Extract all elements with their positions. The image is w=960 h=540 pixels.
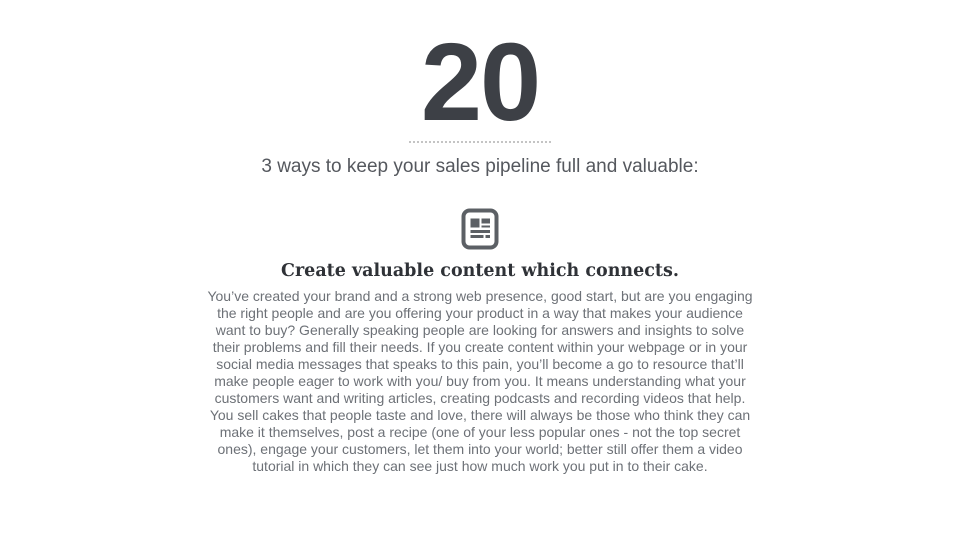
slide-subtitle: 3 ways to keep your sales pipeline full and valuable: bbox=[261, 156, 699, 177]
body-text: You’ve created your brand and a strong web presence, good start, but are you engaging the right people and are you offering your product in a way that makes your audience want to buy? Generally speaking people are looking for answers and insights to solve their problems and fill their needs. If you create content within your webpage or in your social media messages that speaks to this pain, you’ll become a go to resource that’ll make people eager to work with you/ buy from you. It means understanding what your customers want and writing articles, creating podcasts and recording videos that help. You sell cakes that people taste and love, there will always be those who think they can make it themselves, post a recipe (one of your less popular ones - not the top secret ones), engage your customers, let them into your world; better still offer them a video tutorial in which they can see just how much work you put in to their cake. bbox=[207, 287, 753, 474]
article-icon bbox=[0, 208, 960, 250]
slide-number: 20 bbox=[420, 21, 540, 144]
section-heading: Create valuable content which connects. bbox=[281, 260, 679, 281]
